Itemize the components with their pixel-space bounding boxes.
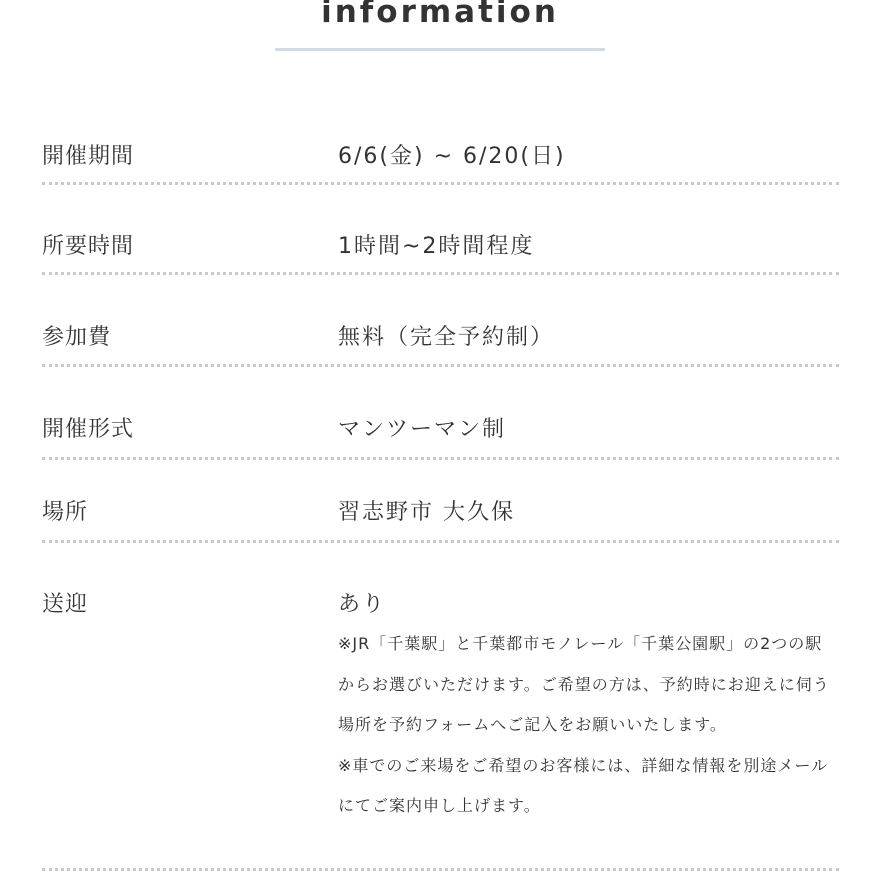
page-title: information — [321, 0, 559, 30]
info-value: あり — [338, 592, 387, 617]
title-underline — [275, 48, 605, 51]
info-label: 参加費 — [42, 325, 112, 350]
dotted-divider — [42, 457, 839, 460]
info-value: マンツーマン制 — [338, 417, 507, 442]
dotted-divider — [42, 182, 839, 185]
info-value: 習志野市 大久保 — [338, 500, 515, 525]
dotted-divider — [42, 272, 839, 275]
info-label: 場所 — [42, 500, 89, 525]
info-value: 1時間~2時間程度 — [338, 234, 535, 259]
shuttle-note-pickup: ※JR「千葉駅」と千葉都市モノレール「千葉公園駅」の2つの駅からお選びいただけます。ご希望の方は、予約時にお迎えに伺う場所を予約フォームへご記入をお願いいたします。 — [338, 634, 830, 734]
shuttle-note-car: ※車でのご来場をご希望のお客様には、詳細な情報を別途メールにてご案内申し上げます。 — [338, 755, 829, 815]
dotted-divider — [42, 364, 839, 367]
shuttle-notes — [338, 624, 838, 827]
info-label: 所要時間 — [42, 234, 135, 259]
info-label: 開催形式 — [42, 417, 135, 442]
dotted-divider — [42, 540, 839, 543]
info-value: 無料（完全予約制） — [338, 325, 555, 350]
info-value: 6/6(金) ~ 6/20(日) — [338, 144, 566, 169]
info-label: 送迎 — [42, 592, 89, 617]
info-label: 開催期間 — [42, 144, 135, 169]
dotted-divider — [42, 868, 839, 871]
